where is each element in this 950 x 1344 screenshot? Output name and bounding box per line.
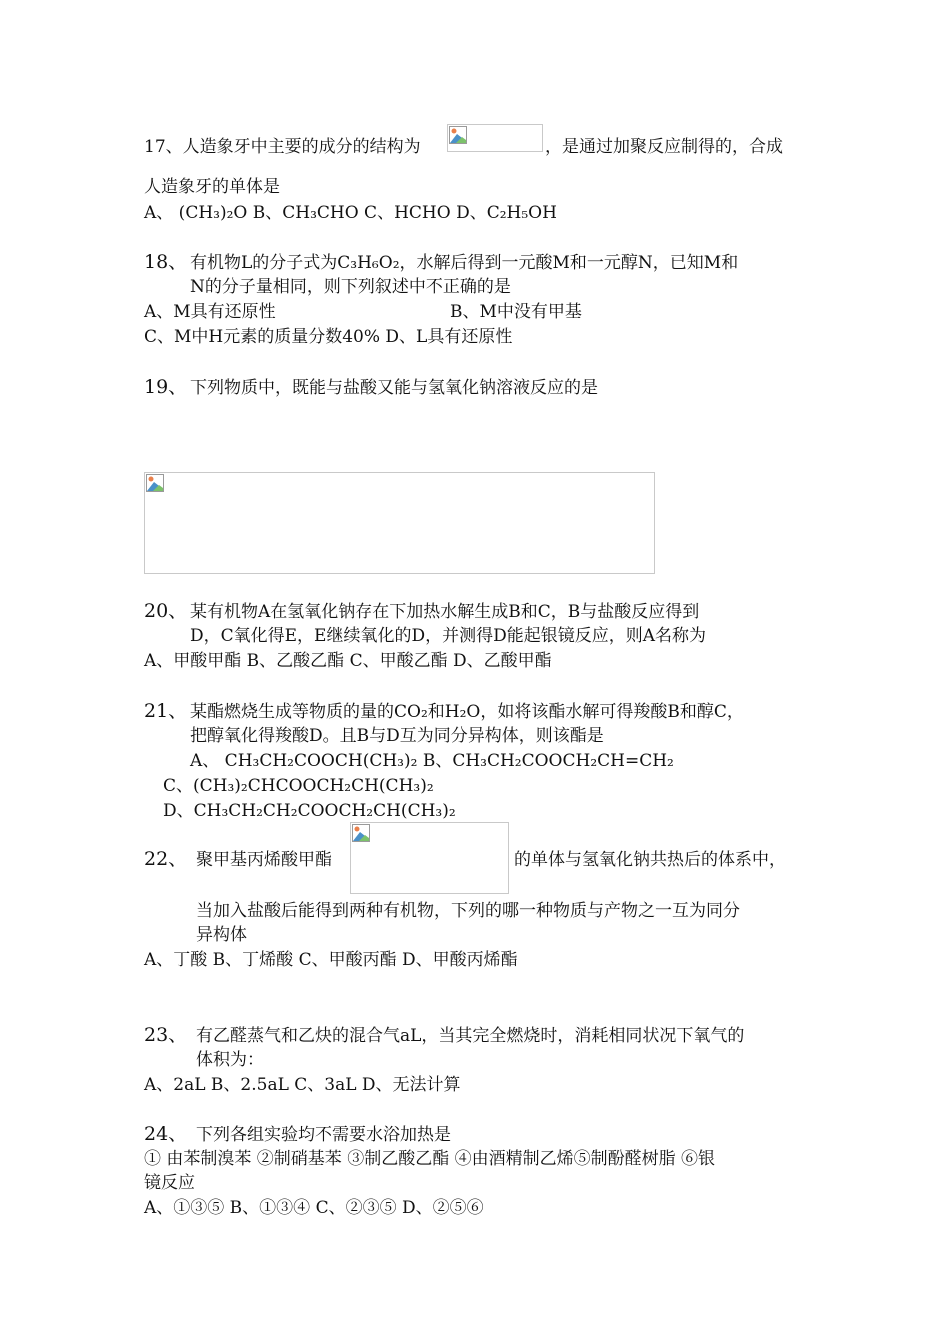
broken-image-icon xyxy=(352,824,370,842)
q17-line1-b: ，是通过加聚反应制得的，合成 xyxy=(545,137,783,157)
broken-image-icon xyxy=(449,126,467,144)
q24-number: 24、 xyxy=(144,1123,188,1145)
q20-options: A、甲酸甲酯 B、乙酸乙酯 C、甲酸乙酯 D、乙酸甲酯 xyxy=(144,651,552,671)
q17-line2: 人造象牙的单体是 xyxy=(144,177,280,197)
q22-text-3: 异构体 xyxy=(196,925,247,945)
q22-text-b: 的单体与氢氧化钠共热后的体系中， xyxy=(514,850,786,870)
q18-option-cd: C、M中H元素的质量分数40% D、L具有还原性 xyxy=(144,327,513,347)
q21-text-2: 把醇氧化得羧酸D。且B与D互为同分异构体，则该酯是 xyxy=(190,726,604,746)
q18-text-2: N的分子量相同，则下列叙述中不正确的是 xyxy=(190,277,511,297)
q18-option-b: B、M中没有甲基 xyxy=(450,302,582,322)
q23-number: 23、 xyxy=(144,1024,188,1046)
q21-option-c: C、(CH₃)₂CHCOOCH₂CH(CH₃)₂ xyxy=(163,776,434,796)
q22-structure-image xyxy=(350,822,509,894)
q23-options: A、2aL B、2.5aL C、3aL D、无法计算 xyxy=(144,1075,461,1095)
q22-text-a: 聚甲基丙烯酸甲酯 xyxy=(196,850,332,870)
q18-number: 18、 xyxy=(144,251,188,273)
q22-options: A、丁酸 B、丁烯酸 C、甲酸丙酯 D、甲酸丙烯酯 xyxy=(144,950,518,970)
q19-number: 19、 xyxy=(144,376,188,398)
q18-option-a: A、M具有还原性 xyxy=(144,302,276,322)
q17-structure-image xyxy=(447,124,543,152)
q22-text-2: 当加入盐酸后能得到两种有机物，下列的哪一种物质与产物之一互为同分 xyxy=(196,901,740,921)
q21-text-1: 某酯燃烧生成等物质的量的CO₂和H₂O，如将该酯水解可得羧酸B和醇C， xyxy=(190,702,744,722)
q24-options: A、①③⑤ B、①③④ C、②③⑤ D、②⑤⑥ xyxy=(144,1198,484,1218)
q21-options-ab: A、 CH₃CH₂COOCH(CH₃)₂ B、CH₃CH₂COOCH₂CH=CH₂ xyxy=(190,751,674,771)
q17-line1-a: 17、人造象牙中主要的成分的结构为 xyxy=(144,137,421,157)
broken-image-icon xyxy=(146,474,164,492)
q24-items-2: 镜反应 xyxy=(144,1173,195,1193)
q19-options-image xyxy=(144,472,655,574)
q21-option-d: D、CH₃CH₂CH₂COOCH₂CH(CH₃)₂ xyxy=(163,801,456,821)
q23-text-2: 体积为： xyxy=(196,1050,264,1070)
q20-text-2: D，C氧化得E，E继续氧化的D，并测得D能起银镜反应，则A名称为 xyxy=(190,626,706,646)
q23-text-1: 有乙醛蒸气和乙炔的混合气aL，当其完全燃烧时，消耗相同状况下氧气的 xyxy=(196,1026,745,1046)
q22-number: 22、 xyxy=(144,848,188,870)
q17-options: A、 (CH₃)₂O B、CH₃CHO C、HCHO D、C₂H₅OH xyxy=(144,203,557,223)
q20-text-1: 某有机物A在氢氧化钠存在下加热水解生成B和C，B与盐酸反应得到 xyxy=(190,602,700,622)
q21-number: 21、 xyxy=(144,700,188,722)
q18-text-1: 有机物L的分子式为C₃H₆O₂，水解后得到一元酸M和一元醇N，已知M和 xyxy=(190,253,739,273)
q24-text: 下列各组实验均不需要水浴加热是 xyxy=(196,1125,451,1145)
q24-items-1: ① 由苯制溴苯 ②制硝基苯 ③制乙酸乙酯 ④由酒精制乙烯⑤制酚醛树脂 ⑥银 xyxy=(144,1149,716,1169)
q19-text: 下列物质中，既能与盐酸又能与氢氧化钠溶液反应的是 xyxy=(190,378,598,398)
q20-number: 20、 xyxy=(144,600,188,622)
